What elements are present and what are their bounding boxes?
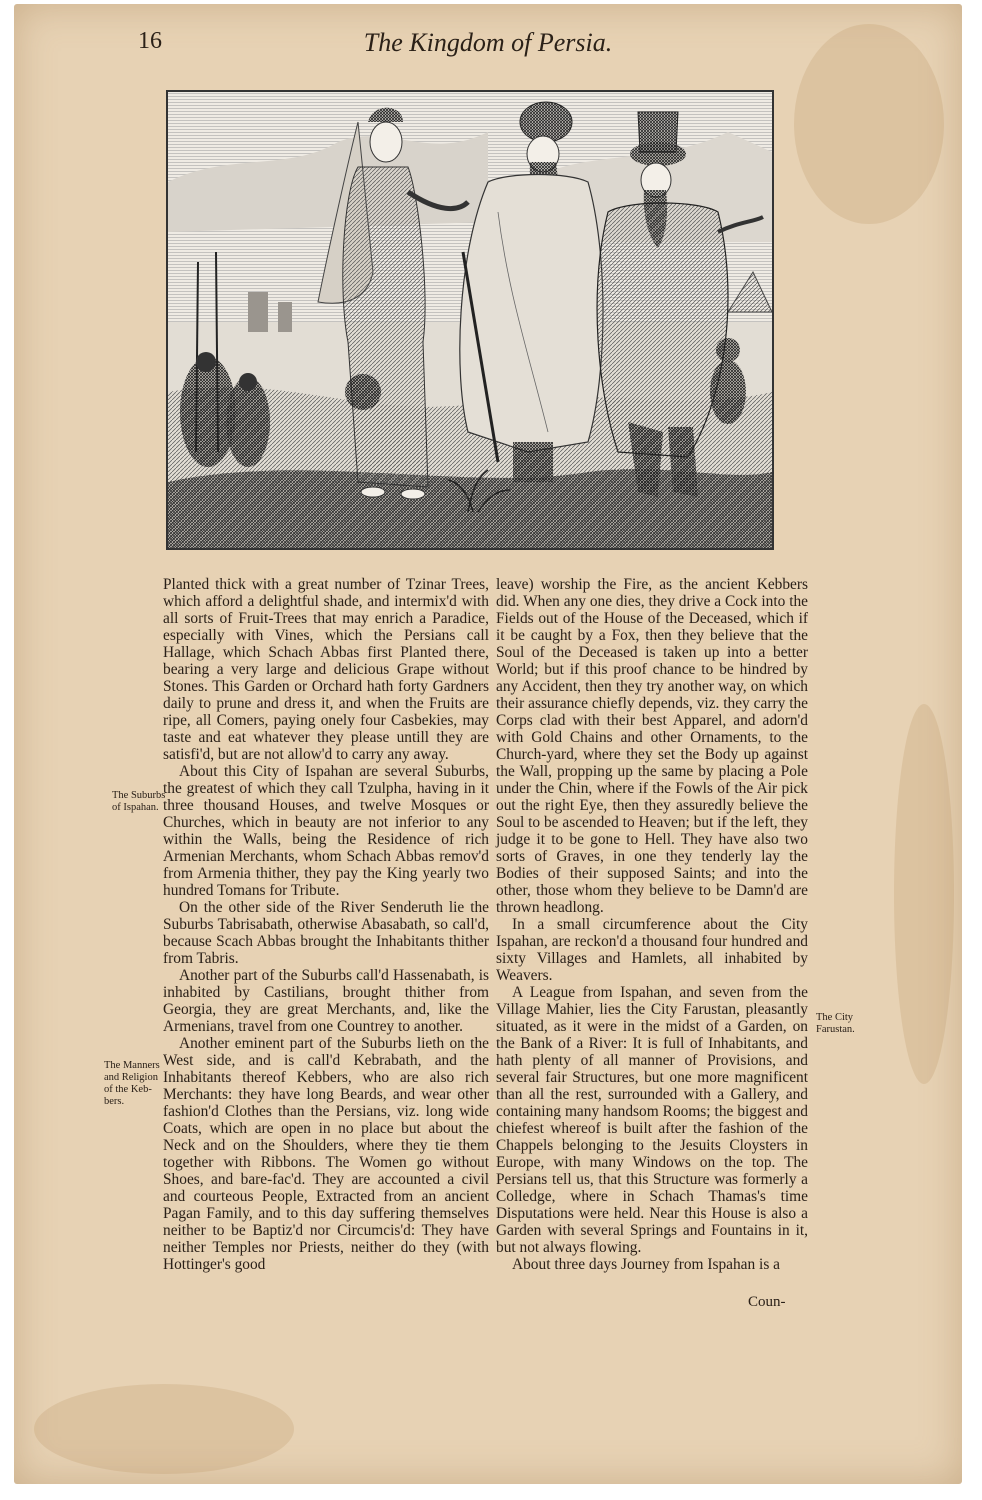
basket (345, 374, 381, 410)
margin-note-line: of the Keb- (104, 1084, 152, 1095)
margin-note-line: bers. (104, 1096, 125, 1107)
paragraph: On the other side of the River Senderuth lie the Suburbs Tabrisabath, otherwise Abasabath, so call'd, because Scach Abbas brought the Inhabitants thither from Tabris. (163, 899, 489, 967)
engraving-svg (168, 92, 772, 548)
stain (894, 704, 954, 1084)
left-column (163, 576, 489, 1273)
margin-note-line: and Religion (104, 1072, 158, 1083)
margin-note-line: The Manners (104, 1060, 160, 1071)
paragraph: About this City of Ispahan are several Suburbs, the greatest of which they call Tzulpha, having in it three thousand Houses, and twelve Mosques or Churches, which in beauty are not inferior to any within the Walls, being the Residence of rich Armenian Merchants, whom Schach Abbas remov'd from Armenia thither, they pay the King yearly two hundred Tomans for Tribute. (163, 763, 489, 899)
paragraph: Planted thick with a great number of Tzinar Trees, which afford a delightful shade, and intermix'd with all sorts of Fruit-Trees that may enrich a Paradice, especially with Vines, which the Persians call Hallage, which Schach Abbas first Planted there, bearing a very large and delicious Grape without Stones. This Garden or Orchard hath forty Gardners daily to prune and dress it, and when the Fruits are ripe, all Comers, paying onely four Casbekies, may taste and eat whatever they please untill they are satisfi'd, but are not allow'd to carry any away. (163, 576, 489, 763)
paragraph: About three days Journey from Ispahan is a (512, 1256, 780, 1273)
margin-note-line: of Ispahan. (112, 802, 159, 813)
running-header (14, 28, 962, 68)
margin-note-line: The City (816, 1012, 854, 1023)
margin-note-suburbs (112, 790, 165, 814)
paragraph: Another eminent part of the Suburbs lieth on the West side, and is call'd Kebrabath, and the Inhabitants thereof Kebbers, who are also rich Merchants: they have long Beards, and wear other fashion'd Clothes than the Persians, viz. long wide Coats, which are open in no place but about the Neck and on the Shoulders, where they tie them together with Ribbons. The Women go without Shoes, and bare-fac'd. They are accounted a civil and courteous People, Extracted from an ancient Pagan Family, and to this day suffering themselves neither to be Baptiz'd nor Circumcis'd: They have neither Temples nor Priests, neither do they (with Hottinger's good (163, 1035, 489, 1273)
catchword: Coun- (748, 1294, 786, 1310)
paragraph: In a small circumference about the City Ispahan, are reckon'd a thousand four hundred and sixty Villages and Hamlets, all inhabited by Weavers. (496, 916, 808, 984)
paragraph: A League from Ispahan, and seven from the Village Mahier, lies the City Farustan, pleasantly situated, as it were in the midst of a Garden, on the Bank of a River: It is full of Inhabitants, and hath plenty of all manner of Provisions, and several fair Structures, but one more magnificent than all the rest, surrounded with a Gallery, and containing many handsom Rooms; the biggest and chiefest whereof is built after the fashion of the Chappels belonging to the Jesuits Cloysters in Europe, with many Windows on the top. The Persians tell us, that this Structure was formerly a Colledge, where in Schach Thamas's time Disputations were held. Near this House is also a Garden with several Springs and Fountains in it, but not always flowing. (496, 984, 808, 1256)
right-column (496, 576, 808, 1273)
page-title: The Kingdom of Persia. (363, 28, 613, 57)
margin-note-line: The Suburbs (112, 790, 166, 801)
engraving-illustration (166, 90, 774, 550)
margin-note-line: Farustan. (816, 1024, 855, 1035)
paragraph: Another part of the Suburbs call'd Hassenabath, is inhabited by Castilians, brought thither from Georgia, they are great Merchants, and, like the Armenians, travel from one Countrey to another. (163, 967, 489, 1035)
stain (34, 1384, 294, 1474)
paragraph: leave) worship the Fire, as the ancient Kebbers did. When any one dies, they drive a Cock into the Fields out of the House of the Deceased, which if it be caught by a Fox, then they believe that the Soul of the Deceased is taken up into a better World; but if this proof chance to be hindred by any Accident, then they try another way, on which their assurance chiefly depends, viz. they carry the Corps clad with their best Apparel, and adorn'd with Gold Chains and other Ornaments, to the Church-yard, where they set the Body up against the Wall, propping up the same by placing a Pole under the Chin, where if the Fowls of the Air pick out the right Eye, then they assuredly believe the Soul to be ascended to Heaven; but if the left, they judge it to be gone to Hell. They have also two sorts of Graves, in one they tenderly lay the Bodies of their supposed Saints; and into the other, those whom they believe to be Damn'd are thrown headlong. (496, 576, 808, 916)
page-number: 16 (138, 28, 162, 54)
margin-note-city (816, 1012, 855, 1036)
margin-note-manners (104, 1060, 160, 1108)
